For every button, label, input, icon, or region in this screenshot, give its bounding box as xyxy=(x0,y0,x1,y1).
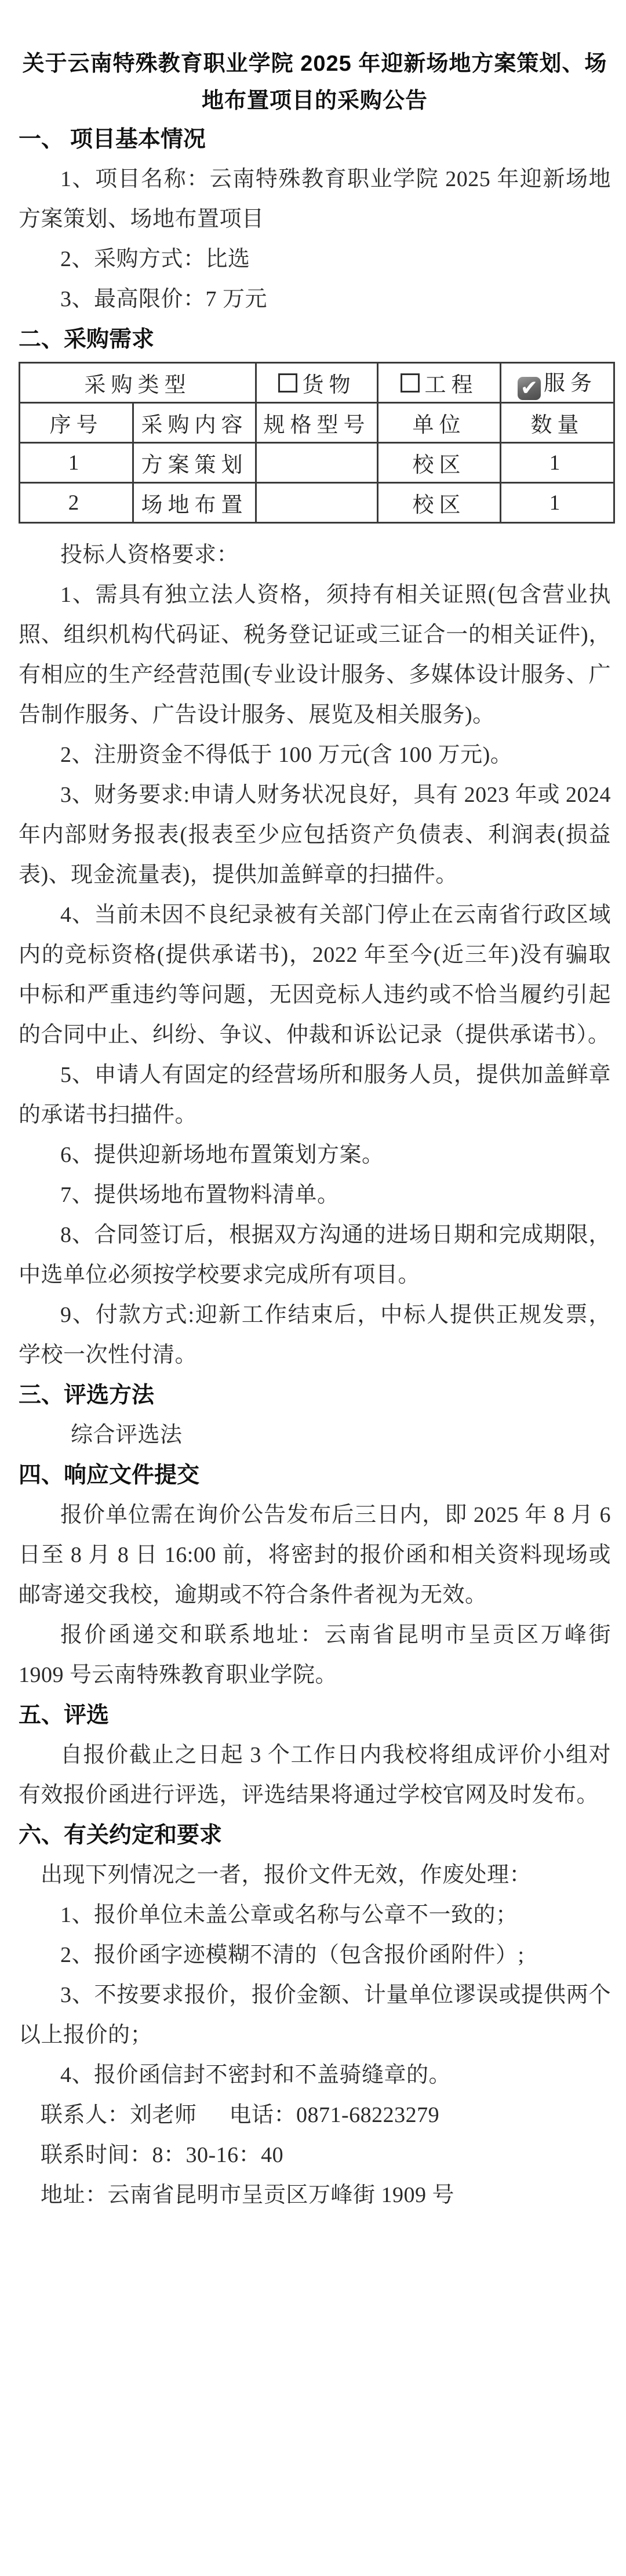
paragraph-submission-deadline: 报价单位需在询价公告发布后三日内，即 2025 年 8 月 6 日至 8 月 8 日 16:00 前，将密封的报价函和相关资料现场或邮寄递交我校，逾期或不符合条件者视为无效。 xyxy=(19,1503,611,1607)
invalid-condition-item: 3、不按要求报价，报价金额、计量单位谬误或提供两个以上报价的； xyxy=(19,1983,611,2047)
type-option-goods-cell xyxy=(256,363,378,403)
cell-quantity: 1 xyxy=(501,443,614,483)
invalid-condition-item: 4、报价函信封不密封和不盖骑缝章的。 xyxy=(60,2063,452,2087)
section-heading-6: 六、有关约定和要求 xyxy=(19,1823,223,1848)
paragraph-submission-address: 报价函递交和联系地址：云南省昆明市呈贡区万峰街 1909 号云南特殊教育职业学院。 xyxy=(19,1623,611,1687)
qualification-item: 5、申请人有固定的经营场所和服务人员，提供加盖鲜章的承诺书扫描件。 xyxy=(19,1063,611,1127)
cell-content: 场地布置 xyxy=(133,483,256,523)
checkbox-works-icon xyxy=(401,373,420,393)
checkbox-goods-icon xyxy=(278,373,297,393)
header-content: 采购内容 xyxy=(133,403,256,443)
paragraph-project-name: 1、项目名称：云南特殊教育职业学院 2025 年迎新场地方案策划、场地布置项目 xyxy=(19,167,611,231)
qualification-item: 4、当前未因不良纪录被有关部门停止在云南省行政区域内的竞标资格(提供承诺书)，2022 年至今(近三年)没有骗取中标和严重违约等问题，无因竞标人违约或不恰当履约引起的合同中止、纠纷、争议、仲裁和诉讼记录（提供承诺书）。 xyxy=(19,903,611,1047)
section-heading-2: 二、采购需求 xyxy=(19,327,155,352)
qualification-item: 2、注册资金不得低于 100 万元(含 100 万元)。 xyxy=(60,743,513,767)
contact-person: 联系人：刘老师 xyxy=(41,2103,197,2127)
table-row xyxy=(20,443,614,483)
cell-quantity: 1 xyxy=(501,483,614,523)
section-heading-3: 三、评选方法 xyxy=(19,1383,155,1408)
cell-serial: 1 xyxy=(20,443,133,483)
invalid-condition-item: 1、报价单位未盖公章或名称与公章不一致的； xyxy=(60,1903,518,1927)
header-quantity: 数量 xyxy=(501,403,614,443)
cell-unit: 校区 xyxy=(378,443,501,483)
header-serial: 序号 xyxy=(20,403,133,443)
contact-hours-line: 联系时间：8：30-16：40 xyxy=(41,2143,284,2167)
cell-serial: 2 xyxy=(20,483,133,523)
procurement-table xyxy=(19,362,615,524)
checkbox-services-checked-icon: ✔ xyxy=(518,377,541,400)
type-label-cell: 采购类型 xyxy=(20,363,256,403)
cell-spec xyxy=(256,483,378,523)
paragraph-procurement-method: 2、采购方式：比选 xyxy=(60,247,250,271)
qualification-item: 9、付款方式:迎新工作结束后，中标人提供正规发票，学校一次性付清。 xyxy=(19,1303,611,1367)
cell-content: 方案策划 xyxy=(133,443,256,483)
table-header-row xyxy=(20,403,614,443)
qualification-item: 8、合同签订后，根据双方沟通的进场日期和完成期限，中选单位必须按学校要求完成所有项目。 xyxy=(19,1223,611,1287)
qualification-item: 6、提供迎新场地布置策划方案。 xyxy=(60,1143,384,1167)
table-row xyxy=(20,483,614,523)
contact-phone: 电话：0871-68223279 xyxy=(229,2103,440,2127)
section-heading-1: 一、 项目基本情况 xyxy=(19,127,206,152)
type-option-goods-label: 货物 xyxy=(302,373,356,397)
qualification-item: 7、提供场地布置物料清单。 xyxy=(60,1183,340,1207)
paragraph-invalid-intro: 出现下列情况之一者，报价文件无效，作废处理： xyxy=(41,1863,532,1887)
type-option-services-label: 服务 xyxy=(544,372,597,395)
cell-spec xyxy=(256,443,378,483)
type-option-works-cell xyxy=(378,363,501,403)
qualification-item: 1、需具有独立法人资格，须持有相关证照(包含营业执照、组织机构代码证、税务登记证或三证合一的相关证件)，有相应的生产经营范围(专业设计服务、多媒体设计服务、广告制作服务、广告设计服务、展览及相关服务)。 xyxy=(19,583,611,727)
type-option-services-cell xyxy=(501,363,614,403)
header-unit: 单位 xyxy=(378,403,501,443)
paragraph-eval-method: 综合评选法 xyxy=(71,1423,183,1447)
qualification-item: 3、财务要求:申请人财务状况良好，具有 2023 年或 2024 年内部财务报表(报表至少应包括资产负债表、利润表(损益表)、现金流量表)，提供加盖鲜章的扫描件。 xyxy=(19,783,611,887)
section-heading-5: 五、评选 xyxy=(19,1703,110,1728)
type-option-works-label: 工程 xyxy=(424,373,478,397)
paragraph-evaluation: 自报价截止之日起 3 个工作日内我校将组成评价小组对有效报价函进行评选，评选结果将通过学校官网及时发布。 xyxy=(19,1743,611,1807)
cell-unit: 校区 xyxy=(378,483,501,523)
qualifications-title: 投标人资格要求： xyxy=(60,543,239,567)
document-title: 关于云南特殊教育职业学院 2025 年迎新场地方案策划、场地布置项目的采购公告 xyxy=(22,52,607,113)
invalid-condition-item: 2、报价函字迹模糊不清的（包含报价函附件）; xyxy=(60,1943,525,1967)
contact-person-line xyxy=(19,2095,611,2135)
document-page xyxy=(0,45,626,2215)
header-spec: 规格型号 xyxy=(256,403,378,443)
contact-address-line: 地址：云南省昆明市呈贡区万峰街 1909 号 xyxy=(41,2183,455,2207)
table-row-type xyxy=(20,363,614,403)
section-heading-4: 四、响应文件提交 xyxy=(19,1463,200,1488)
paragraph-price-ceiling: 3、最高限价：7 万元 xyxy=(60,287,268,311)
